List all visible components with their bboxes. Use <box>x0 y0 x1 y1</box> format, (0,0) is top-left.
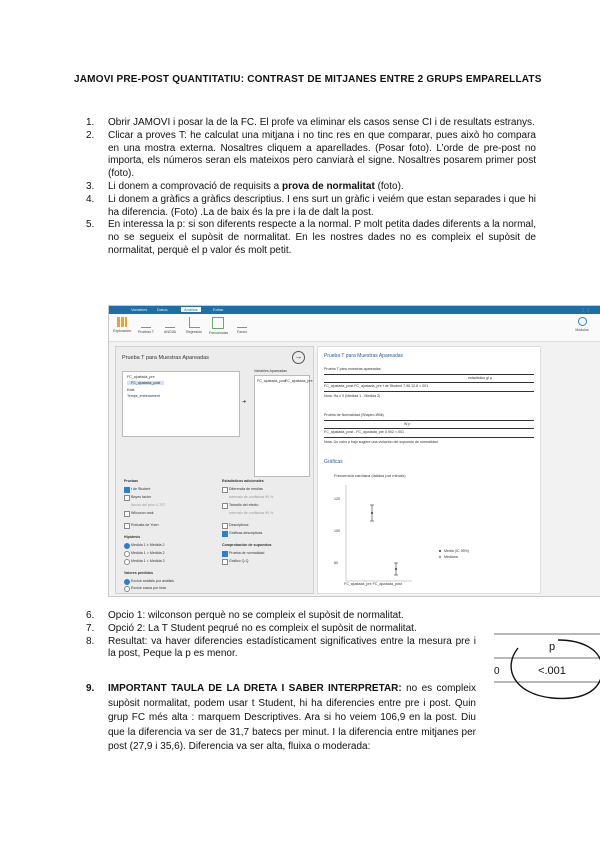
normality-note: Nota. Un valor p bajo sugiere una violación del supuesto de normalidad <box>324 440 438 444</box>
ribbon-label: Pruebas T <box>137 330 155 334</box>
variable-item[interactable]: Edat <box>127 388 135 392</box>
step-number: 6. <box>86 610 95 621</box>
step-number: 4. <box>86 193 95 205</box>
checkbox[interactable] <box>124 487 130 493</box>
y-tick-label: 80 <box>334 561 338 565</box>
divider <box>324 420 534 421</box>
step-text: no es compleix supòsit normalitat, podem usar t Student, hi ha diferencies entre pre i post. Quin grup FC més alta : marquem Descriptives. Ara si ho veiem 106,9 en la post. Diu que la diferencia va ser de 31,7 batecs per minut. I la diferencia entre mitjanes per post (27,9 i 35,6). Diferencia va ser alta, fluixa o moderada: <box>108 683 476 753</box>
ribbon-label: ANOVA <box>164 330 176 334</box>
hypothesis-label: Medida 1 < Medida 2 <box>131 559 165 563</box>
radio[interactable] <box>124 551 130 557</box>
checkbox[interactable] <box>124 511 130 517</box>
modulos-button[interactable] <box>573 317 591 332</box>
pruebas-t-button[interactable] <box>137 317 155 334</box>
step-text: Clicar a proves T: he calculat una mitjana i no tinc res en que comparar, pues això ho compara en una mostra externa. Nosaltres cliquem a aparellades. (Posar foto). L’orde de pre-post no importa, els números seran els mateixos pero canviarà el signe. Nosaltres posarem primer post (foto). <box>108 129 536 180</box>
list-item <box>86 194 536 220</box>
steps-list-2 <box>86 610 476 661</box>
results-panel <box>317 346 541 594</box>
test-label: t de Student <box>131 487 151 491</box>
exploracion-button[interactable] <box>113 317 131 333</box>
graphs-heading: Gráficas <box>324 459 343 465</box>
normality-title: Prueba de Normalidad (Shapiro-Wilk) <box>324 413 384 417</box>
step-text: Li donem a comprovació de requisits a <box>108 180 282 192</box>
checkbox[interactable] <box>124 495 130 501</box>
normality-row: FC_ajustada_post - FC_ajustada_pre 0.902 <.001 <box>324 430 405 434</box>
step-number: 7. <box>86 622 95 634</box>
step-number: 3. <box>86 180 95 192</box>
hypothesis-label: Medida 1 > Medida 2 <box>131 551 165 555</box>
factor-button[interactable] <box>233 317 251 334</box>
ribbon-label: Exploración <box>113 329 132 333</box>
jamovi-screenshot <box>108 305 600 597</box>
paired-var[interactable]: FC_ajustada_pre <box>285 379 313 383</box>
step-text: En interessa la p: si son diferents respecte a la normal. P molt petita dades diferents a la normal, no se segueix el supòsit de normalitat. En les nostres dades no es compleix el supòsit de normalitat, perquè el p valor és molt petit. <box>108 219 536 256</box>
extra-label: Diferencia de medias <box>229 487 263 491</box>
hypothesis-heading: Hipótesis <box>124 535 141 539</box>
y-tick-label: 120 <box>334 497 340 501</box>
robust-label: Robusta de Yuen <box>131 523 159 527</box>
radio[interactable] <box>124 579 130 585</box>
divider <box>324 428 534 429</box>
divider <box>324 382 534 383</box>
y-tick-label: 100 <box>334 529 340 533</box>
divider <box>324 374 534 375</box>
normality-columns: W p <box>404 422 411 426</box>
page-title: JAMOVI PRE-POST QUANTITATIU: CONTRAST DE MITJANES ENTRE 2 GRUPS EMPARELLATS <box>74 74 542 85</box>
p-header: p <box>548 641 556 653</box>
move-arrow-icon[interactable]: ➜ <box>242 399 247 405</box>
paired-label: Variables Apareadas <box>254 369 287 373</box>
ribbon-label: Frecuencias <box>209 331 229 335</box>
step-number: 8. <box>86 635 95 647</box>
tests-heading: Pruebas <box>124 479 139 483</box>
steps-list-1 <box>86 117 536 258</box>
anova-icon <box>165 317 175 328</box>
step-number: 1. <box>86 117 95 128</box>
assumption-label: Gráfico Q-Q <box>229 559 249 563</box>
step-text: Obrir JAMOVI i posar la de la FC. El profe va eliminar els casos sense CI i de resultats estranys. <box>108 117 535 128</box>
jamovi-ribbon <box>109 314 600 342</box>
step-number: 2. <box>86 129 95 141</box>
x-tick-labels: FC_ajustada_pre FC_ajustada_post <box>344 582 402 586</box>
assumption-heading: Comprobación de supuestos <box>222 543 272 547</box>
tab-analisis[interactable]: Análisis <box>181 307 201 312</box>
results-row: FC_ajustada_post FC_ajustada_pre t de Student 7.96 12.8 <.001 <box>324 384 429 388</box>
frequencies-icon <box>212 317 224 329</box>
ribbon-label: Regresión <box>186 330 202 334</box>
step-text: Opció 2: La T Student peqrué no es compleix el supòsit de normalitat. <box>108 622 417 634</box>
radio[interactable] <box>124 586 130 592</box>
list-item <box>86 636 476 662</box>
regression-icon <box>189 317 200 328</box>
step-text: Resultat: va haver diferencies estadísticament significatives entre la mesura pre i la post, Peque la p es menor. <box>108 635 476 660</box>
window-controls[interactable]: ⋮ ⋮ <box>581 307 591 312</box>
anova-button[interactable] <box>161 317 179 334</box>
step-number: 9. <box>86 683 95 694</box>
missing-label: Excluir casos por lista <box>131 586 166 590</box>
results-title: Prueba T para Muestras Apareadas <box>324 353 404 359</box>
assumption-label: Prueba de normalidad <box>229 551 265 555</box>
post-mean-point <box>371 512 373 514</box>
extra-heading: Estadísticos adicionales <box>222 479 264 483</box>
options-panel <box>115 346 314 594</box>
t-test-icon <box>141 317 151 328</box>
extra-label: Descriptivos <box>229 523 249 527</box>
legend-median-icon <box>439 556 441 558</box>
list-item <box>86 623 476 636</box>
checkbox[interactable] <box>222 523 228 529</box>
paired-box[interactable] <box>254 375 313 477</box>
divider <box>324 437 534 438</box>
results-subtitle: Prueba T para muestras apareadas <box>324 367 381 371</box>
steps-list-3 <box>86 682 476 755</box>
ribbon-label: Factor <box>237 330 247 334</box>
checkbox[interactable] <box>124 523 130 529</box>
divider <box>324 391 534 392</box>
legend-item: Mediana <box>444 555 458 559</box>
list-item <box>86 117 536 130</box>
legend-item: Media (IC 95%) <box>444 549 469 553</box>
extra-label: Tamaño del efecto <box>229 503 259 507</box>
list-item <box>86 219 536 257</box>
extra-label: Intervalo de confianza 95 % <box>229 511 274 515</box>
step-text: (foto). <box>374 180 404 192</box>
missing-label: Excluir análisis por análisis <box>131 579 174 583</box>
prior-label: Ancho del prior 0.707 <box>131 503 166 507</box>
step-text: Opcio 1: wilconson perquè no se compleix el supòsit de normalitat. <box>108 610 404 621</box>
checkbox[interactable] <box>222 551 228 557</box>
radio[interactable] <box>124 543 130 549</box>
arrow-right-icon[interactable]: → <box>292 351 305 364</box>
tab-datos[interactable]: Datos <box>157 307 168 312</box>
list-item <box>86 682 476 755</box>
tab-variables[interactable]: Variables <box>131 307 148 312</box>
p-value: <.001 <box>538 665 566 677</box>
descriptive-plot <box>332 479 522 589</box>
plot-title: Frecuencia cardíaca (latidos por minuto) <box>334 473 406 478</box>
paired-var[interactable]: FC_ajustada_post <box>257 379 287 383</box>
p-value-table <box>492 628 600 708</box>
plus-icon <box>578 317 587 326</box>
extra-label: Intervalo de confianza 95 % <box>229 495 274 499</box>
step-number: 5. <box>86 219 95 231</box>
panel-title: Prueba T para Muestras Apareadas <box>122 355 209 361</box>
results-note: Nota. Ha ≠ 0 (Medida 1 - Medida 2) <box>324 394 381 398</box>
checkbox[interactable] <box>222 559 228 565</box>
test-label: Wilcoxon rank <box>131 511 154 515</box>
results-columns: estadístico gl p <box>468 376 492 380</box>
ribbon-label: Módulos <box>575 328 589 332</box>
regresion-button[interactable] <box>185 317 203 334</box>
hypothesis-label: Medida 1 ≠ Medida 2 <box>131 543 165 547</box>
tab-editar[interactable]: Editar <box>213 307 224 312</box>
legend-mean-icon <box>439 550 441 552</box>
checkbox[interactable] <box>222 531 228 537</box>
variable-list[interactable] <box>122 371 240 437</box>
variable-item[interactable]: FC_ajustada_pre <box>127 375 155 379</box>
list-item <box>86 130 536 181</box>
list-item <box>86 610 476 623</box>
missing-heading: Valores perdidos <box>124 571 153 575</box>
step-text: Li donem a gràfics a gràfics descriptius. I ens surt un gràfic i veiém que estan separades i que hi ha diferencia. (Foto) .La de baix és la pre i la de dalt la post. <box>108 193 536 218</box>
checkbox[interactable] <box>222 503 228 509</box>
radio[interactable] <box>124 559 130 565</box>
frecuencias-button[interactable] <box>209 317 227 335</box>
test-label: Bayes factor <box>131 495 151 499</box>
cut-digit: 0 <box>494 666 500 677</box>
list-item <box>86 181 536 194</box>
step-bold: prova de normalitat <box>281 180 375 192</box>
factor-icon <box>237 317 247 328</box>
extra-label: Gráficas descriptivas <box>229 531 263 535</box>
checkbox[interactable] <box>222 487 228 493</box>
variable-item[interactable]: Temps_entrenament <box>127 394 160 398</box>
variable-item[interactable]: FC_ajustada_post <box>127 381 164 385</box>
pre-mean-point <box>395 568 397 570</box>
step-bold: IMPORTANT TAULA DE LA DRETA I SABER INTERPRETAR: <box>108 683 402 694</box>
jamovi-titlebar <box>109 306 600 314</box>
bar-chart-icon <box>117 317 127 327</box>
